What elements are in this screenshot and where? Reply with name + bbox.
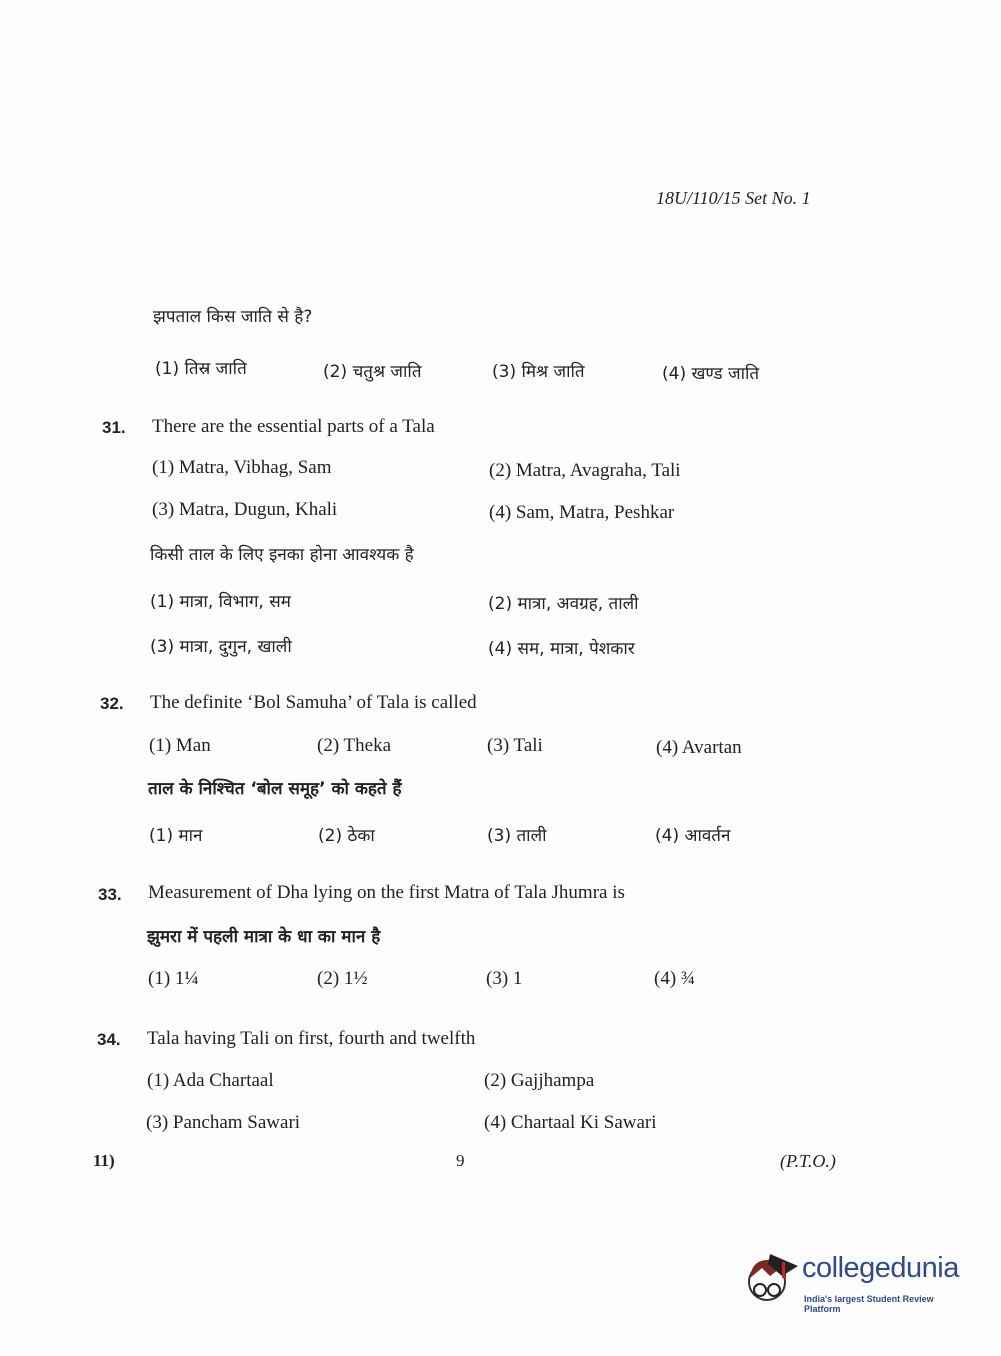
q32-hindi-option: (2) ठेका: [318, 826, 375, 846]
q34-option: (4) Chartaal Ki Sawari: [484, 1112, 657, 1133]
q30-option: (2) चतुश्र जाति: [323, 362, 422, 382]
q33-option: (2) 1½: [317, 968, 368, 989]
q31-hindi-option: (1) मात्रा, विभाग, सम: [150, 592, 291, 612]
q31-option: (2) Matra, Avagraha, Tali: [489, 460, 681, 481]
q30-option: (4) खण्ड जाति: [662, 364, 760, 384]
pto-label: (P.T.O.): [780, 1151, 836, 1171]
q33-text: Measurement of Dha lying on the first Matra of Tala Jhumra is: [148, 882, 625, 903]
footer-left: 11): [93, 1151, 115, 1170]
q30-option: (3) मिश्र जाति: [492, 362, 585, 382]
q32-hindi: ताल के निश्चित ‘बोल समूह’ को कहते हैं: [148, 779, 402, 799]
q33-hindi: झुमरा में पहली मात्रा के धा का मान है: [147, 927, 381, 947]
logo-wordmark: collegedunia: [802, 1252, 959, 1284]
q33-option: (4) ¾: [654, 968, 696, 989]
q31-hindi-option: (2) मात्रा, अवग्रह, ताली: [488, 594, 639, 614]
q33-number: 33.: [98, 885, 122, 904]
collegedunia-logo: [742, 1250, 972, 1320]
q33-option: (3) 1: [486, 968, 523, 989]
q31-hindi: किसी ताल के लिए इनका होना आवश्यक है: [150, 545, 414, 565]
q31-hindi-option: (4) सम, मात्रा, पेशकार: [488, 639, 635, 659]
q32-option: (2) Theka: [317, 735, 392, 756]
q32-text: The definite ‘Bol Samuha’ of Tala is called: [150, 692, 477, 713]
logo-tagline: India's largest Student Review Platform: [804, 1294, 934, 1314]
q31-option: (1) Matra, Vibhag, Sam: [152, 457, 332, 478]
q32-option: (3) Tali: [487, 735, 543, 756]
q31-text: There are the essential parts of a Tala: [152, 416, 435, 437]
q31-option: (4) Sam, Matra, Peshkar: [489, 502, 675, 523]
q34-option: (3) Pancham Sawari: [146, 1112, 301, 1133]
q34-option: (2) Gajjhampa: [484, 1070, 595, 1091]
q32-hindi-option: (4) आवर्तन: [655, 826, 731, 846]
q34-text: Tala having Tali on first, fourth and twelfth: [147, 1028, 476, 1049]
q33-option: (1) 1¼: [148, 968, 199, 989]
q32-option: (4) Avartan: [656, 737, 742, 758]
q32-hindi-option: (3) ताली: [487, 826, 547, 846]
q31-hindi-option: (3) मात्रा, दुगुन, खाली: [150, 637, 292, 657]
q30-option: (1) तिस्र जाति: [155, 359, 247, 379]
q32-hindi-option: (1) मान: [149, 826, 203, 846]
q32-number: 32.: [100, 694, 124, 713]
mascot-icon: [742, 1250, 802, 1312]
q30-hindi: झपताल किस जाति से है?: [153, 307, 313, 327]
q34-option: (1) Ada Chartaal: [147, 1070, 274, 1091]
q32-option: (1) Man: [149, 735, 211, 756]
page-number: 9: [456, 1151, 465, 1170]
q31-number: 31.: [102, 418, 126, 437]
paper-code: 18U/110/15 Set No. 1: [656, 188, 811, 208]
q31-option: (3) Matra, Dugun, Khali: [152, 499, 338, 520]
q34-number: 34.: [97, 1030, 121, 1049]
